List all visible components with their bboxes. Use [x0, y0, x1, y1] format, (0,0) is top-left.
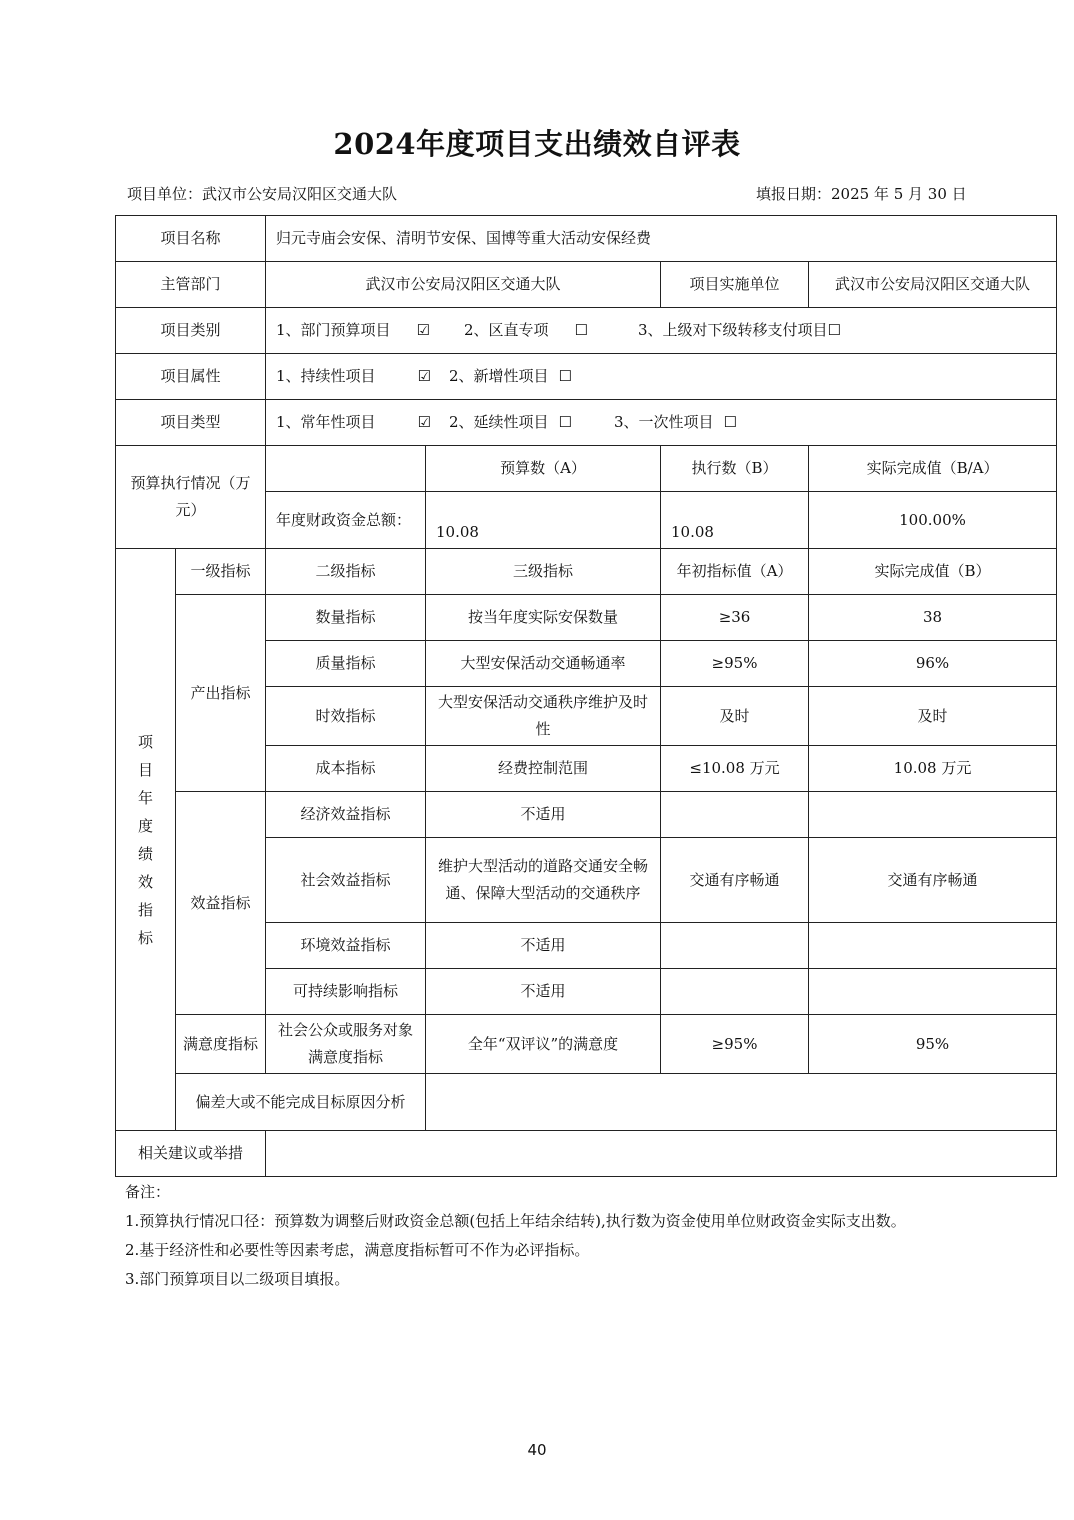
table-row	[116, 595, 1057, 641]
type-opt2: 2、延续性项目	[449, 413, 549, 431]
perf-group-text: 项目年度绩效指标	[137, 732, 153, 947]
notes-heading: 备注：	[125, 1183, 171, 1201]
benefit-actual	[809, 969, 1057, 1015]
page-number: 40	[527, 1441, 547, 1459]
label-type: 项目类型	[116, 400, 266, 446]
value-dept: 武汉市公安局汉阳区交通大队	[266, 262, 661, 308]
notes	[125, 1178, 906, 1294]
output-level2: 时效指标	[266, 687, 426, 746]
category-opt2: 2、区直专项	[464, 321, 549, 339]
budget-header-empty	[266, 446, 426, 492]
satisfaction-actual: 95%	[809, 1015, 1057, 1074]
satisfaction-target: ≥95%	[661, 1015, 809, 1074]
attribute-opt2: 2、新增性项目	[449, 367, 549, 385]
label-dept: 主管部门	[116, 262, 266, 308]
benefit-level2: 社会效益指标	[266, 838, 426, 923]
label-impl-unit: 项目实施单位	[661, 262, 809, 308]
type-opt3: 3、一次性项目	[614, 413, 714, 431]
table-row	[116, 792, 1057, 838]
benefit-actual	[809, 792, 1057, 838]
satisfaction-level2: 社会公众或服务对象满意度指标	[266, 1015, 426, 1074]
type-opt1: 1、常年性项目	[276, 413, 376, 431]
output-level3: 按当年度实际安保数量	[426, 595, 661, 641]
output-actual: 96%	[809, 641, 1057, 687]
checkbox-empty-icon: ☐	[558, 367, 573, 385]
perf-header-target: 年初指标值（A）	[661, 549, 809, 595]
benefit-actual	[809, 923, 1057, 969]
perf-header-level2: 二级指标	[266, 549, 426, 595]
value-type	[266, 400, 1057, 446]
output-target: ≥36	[661, 595, 809, 641]
checkbox-checked-icon: ☑	[417, 367, 432, 385]
output-level3: 经费控制范围	[426, 746, 661, 792]
label-project-name: 项目名称	[116, 216, 266, 262]
category-opt3: 3、上级对下级转移支付项目	[638, 321, 828, 339]
note-item: 1.预算执行情况口径：预算数为调整后财政资金总额(包括上年结余结转),执行数为资金使用单位财政资金实际支出数。	[125, 1212, 906, 1230]
benefit-target	[661, 792, 809, 838]
perf-header-level1: 一级指标	[176, 549, 266, 595]
benefit-target: 交通有序畅通	[661, 838, 809, 923]
benefit-level3: 不适用	[426, 792, 661, 838]
checkbox-empty-icon: ☐	[558, 413, 573, 431]
page-title: 2024年度项目支出绩效自评表	[333, 127, 741, 161]
label-benefit: 效益指标	[176, 792, 266, 1015]
label-satisfaction: 满意度指标	[176, 1015, 266, 1074]
label-analysis: 偏差大或不能完成目标原因分析	[176, 1074, 426, 1131]
output-level2: 数量指标	[266, 595, 426, 641]
row-budget-header	[116, 446, 1057, 492]
benefit-target	[661, 923, 809, 969]
note-item: 3.部门预算项目以二级项目填报。	[125, 1270, 350, 1288]
col-budget-header: 预算数（A）	[426, 446, 661, 492]
row-attribute	[116, 354, 1057, 400]
label-perf-group	[116, 549, 176, 1131]
budget-value: 10.08	[426, 492, 661, 549]
label-category: 项目类别	[116, 308, 266, 354]
label-budget: 预算执行情况（万元）	[116, 446, 266, 549]
benefit-level2: 经济效益指标	[266, 792, 426, 838]
exec-value: 10.08	[661, 492, 809, 549]
checkbox-empty-icon: ☐	[723, 413, 738, 431]
perf-header-actual: 实际完成值（B）	[809, 549, 1057, 595]
value-impl-unit: 武汉市公安局汉阳区交通大队	[809, 262, 1057, 308]
benefit-level3: 不适用	[426, 969, 661, 1015]
value-analysis	[426, 1074, 1057, 1131]
rate-value: 100.00%	[809, 492, 1057, 549]
row-perf-header	[116, 549, 1057, 595]
label-output: 产出指标	[176, 595, 266, 792]
benefit-level3: 不适用	[426, 923, 661, 969]
budget-row-label: 年度财政资金总额：	[266, 492, 426, 549]
note-item: 2.基于经济性和必要性等因素考虑，满意度指标暂可不作为必评指标。	[125, 1241, 590, 1259]
value-attribute	[266, 354, 1057, 400]
row-category	[116, 308, 1057, 354]
project-unit: 项目单位：武汉市公安局汉阳区交通大队	[127, 185, 398, 203]
output-target: ≥95%	[661, 641, 809, 687]
perf-header-level3: 三级指标	[426, 549, 661, 595]
output-target: 及时	[661, 687, 809, 746]
value-suggestion	[266, 1131, 1057, 1177]
row-type	[116, 400, 1057, 446]
output-actual: 38	[809, 595, 1057, 641]
row-suggestion	[116, 1131, 1057, 1177]
row-project-name	[116, 216, 1057, 262]
col-exec-header: 执行数（B）	[661, 446, 809, 492]
benefit-level3: 维护大型活动的道路交通安全畅通、保障大型活动的交通秩序	[426, 838, 661, 923]
checkbox-checked-icon: ☑	[416, 321, 431, 339]
satisfaction-level3: 全年“双评议”的满意度	[426, 1015, 661, 1074]
output-level3: 大型安保活动交通秩序维护及时性	[426, 687, 661, 746]
category-opt1: 1、部门预算项目	[276, 321, 391, 339]
row-dept	[116, 262, 1057, 308]
col-rate-header: 实际完成值（B/A）	[809, 446, 1057, 492]
output-level2: 质量指标	[266, 641, 426, 687]
benefit-level2: 环境效益指标	[266, 923, 426, 969]
evaluation-table	[115, 215, 1057, 1177]
output-level3: 大型安保活动交通畅通率	[426, 641, 661, 687]
label-suggestion: 相关建议或举措	[116, 1131, 266, 1177]
benefit-actual: 交通有序畅通	[809, 838, 1057, 923]
benefit-level2: 可持续影响指标	[266, 969, 426, 1015]
output-target: ≤10.08 万元	[661, 746, 809, 792]
value-category	[266, 308, 1057, 354]
attribute-opt1: 1、持续性项目	[276, 367, 376, 385]
fill-date: 填报日期：2025 年 5 月 30 日	[756, 185, 967, 203]
output-actual: 及时	[809, 687, 1057, 746]
output-level2: 成本指标	[266, 746, 426, 792]
benefit-target	[661, 969, 809, 1015]
label-attribute: 项目属性	[116, 354, 266, 400]
checkbox-checked-icon: ☑	[417, 413, 432, 431]
checkbox-empty-icon: ☐	[574, 321, 589, 339]
output-actual: 10.08 万元	[809, 746, 1057, 792]
checkbox-empty-icon: ☐	[827, 321, 842, 339]
value-project-name: 归元寺庙会安保、清明节安保、国博等重大活动安保经费	[266, 216, 1057, 262]
row-analysis	[116, 1074, 1057, 1131]
table-row	[116, 1015, 1057, 1074]
